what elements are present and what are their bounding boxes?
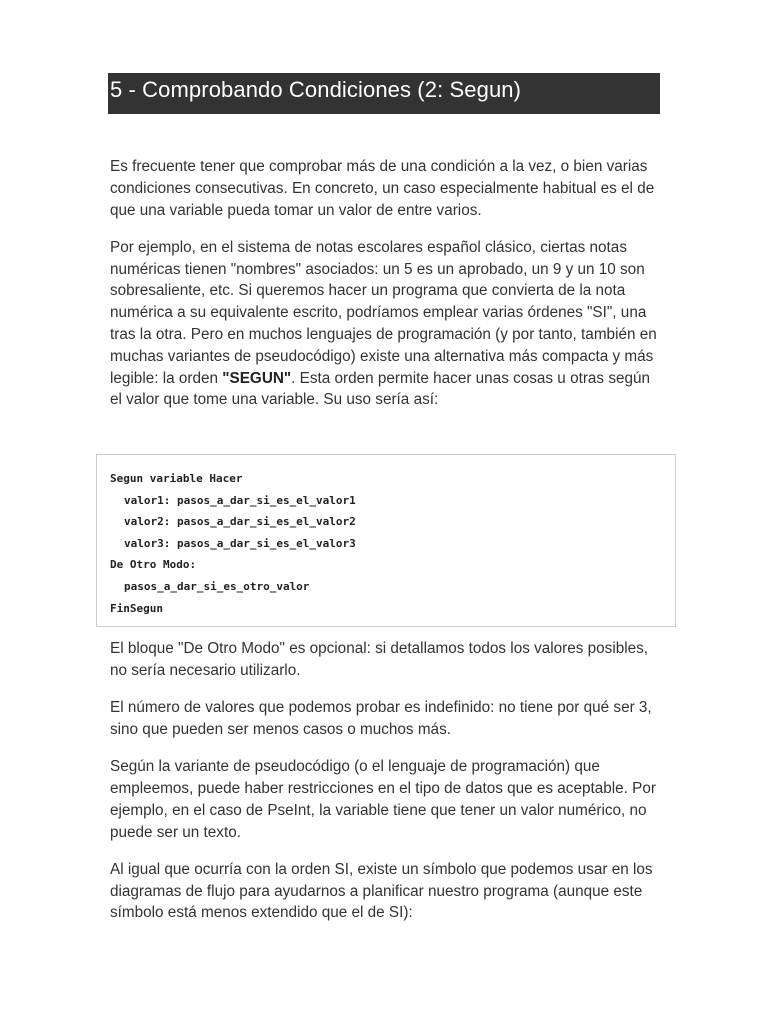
example-paragraph-text-before: Por ejemplo, en el sistema de notas escolares español clásico, ciertas notas numéricas tienen "nombres" asociados: un 5 es un aprobado, un 9 y un 10 son sobresaliente, etc. Si queremos hacer un programa que convierta de la nota numérica a su equivalente escrito, podríamos emplear varias órdenes "SI", una tras la otra. Pero en muchos lenguajes de programación (y por tanto, también en muchas variantes de pseudocódigo) existe una alternativa más compacta y más legible: la orden <box>110 238 657 387</box>
page-title: 5 - Comprobando Condiciones (2: Segun) <box>110 77 522 102</box>
code-line: pasos_a_dar_si_es_otro_valor <box>124 579 310 593</box>
code-block <box>96 454 676 627</box>
code-line: FinSegun <box>110 601 163 615</box>
explanation-section <box>110 638 662 940</box>
example-paragraph-text-after: . Esta orden permite hacer unas cosas u otras según el valor que tome una variable. Su uso sería así: <box>110 369 650 409</box>
example-paragraph <box>110 237 662 411</box>
code-line: valor2: pasos_a_dar_si_es_el_valor2 <box>124 515 356 529</box>
intro-section <box>110 156 662 427</box>
code-line: De Otro Modo: <box>110 558 197 572</box>
segun-keyword: "SEGUN" <box>222 369 292 387</box>
page-title-bar <box>108 73 660 114</box>
paragraph-restricciones: Según la variante de pseudocódigo (o el lenguaje de programación) que empleemos, puede haber restricciones en el tipo de datos que es aceptable. Por ejemplo, en el caso de PseInt, la variable tiene que tener un valor numérico, no puede ser un texto. <box>110 758 656 841</box>
code-line: valor1: pasos_a_dar_si_es_el_valor1 <box>124 493 356 507</box>
intro-paragraph: Es frecuente tener que comprobar más de una condición a la vez, o bien varias condiciones consecutivas. En concreto, un caso especialmente habitual es el de que una variable pueda tomar un valor de entre varios. <box>110 158 655 219</box>
paragraph-numero-valores: El número de valores que podemos probar es indefinido: no tiene por qué ser 3, sino que pueden ser menos casos o muchos más. <box>110 699 652 738</box>
code-line: Segun variable Hacer <box>110 472 243 485</box>
code-line: valor3: pasos_a_dar_si_es_el_valor3 <box>124 536 356 550</box>
paragraph-otro-modo: El bloque "De Otro Modo" es opcional: si detallamos todos los valores posibles, no sería necesario utilizarlo. <box>110 640 649 679</box>
paragraph-diagramas: Al igual que ocurría con la orden SI, existe un símbolo que podemos usar en los diagramas de flujo para ayudarnos a planificar nuestro programa (aunque este símbolo está menos extendido que el de SI): <box>110 860 653 922</box>
